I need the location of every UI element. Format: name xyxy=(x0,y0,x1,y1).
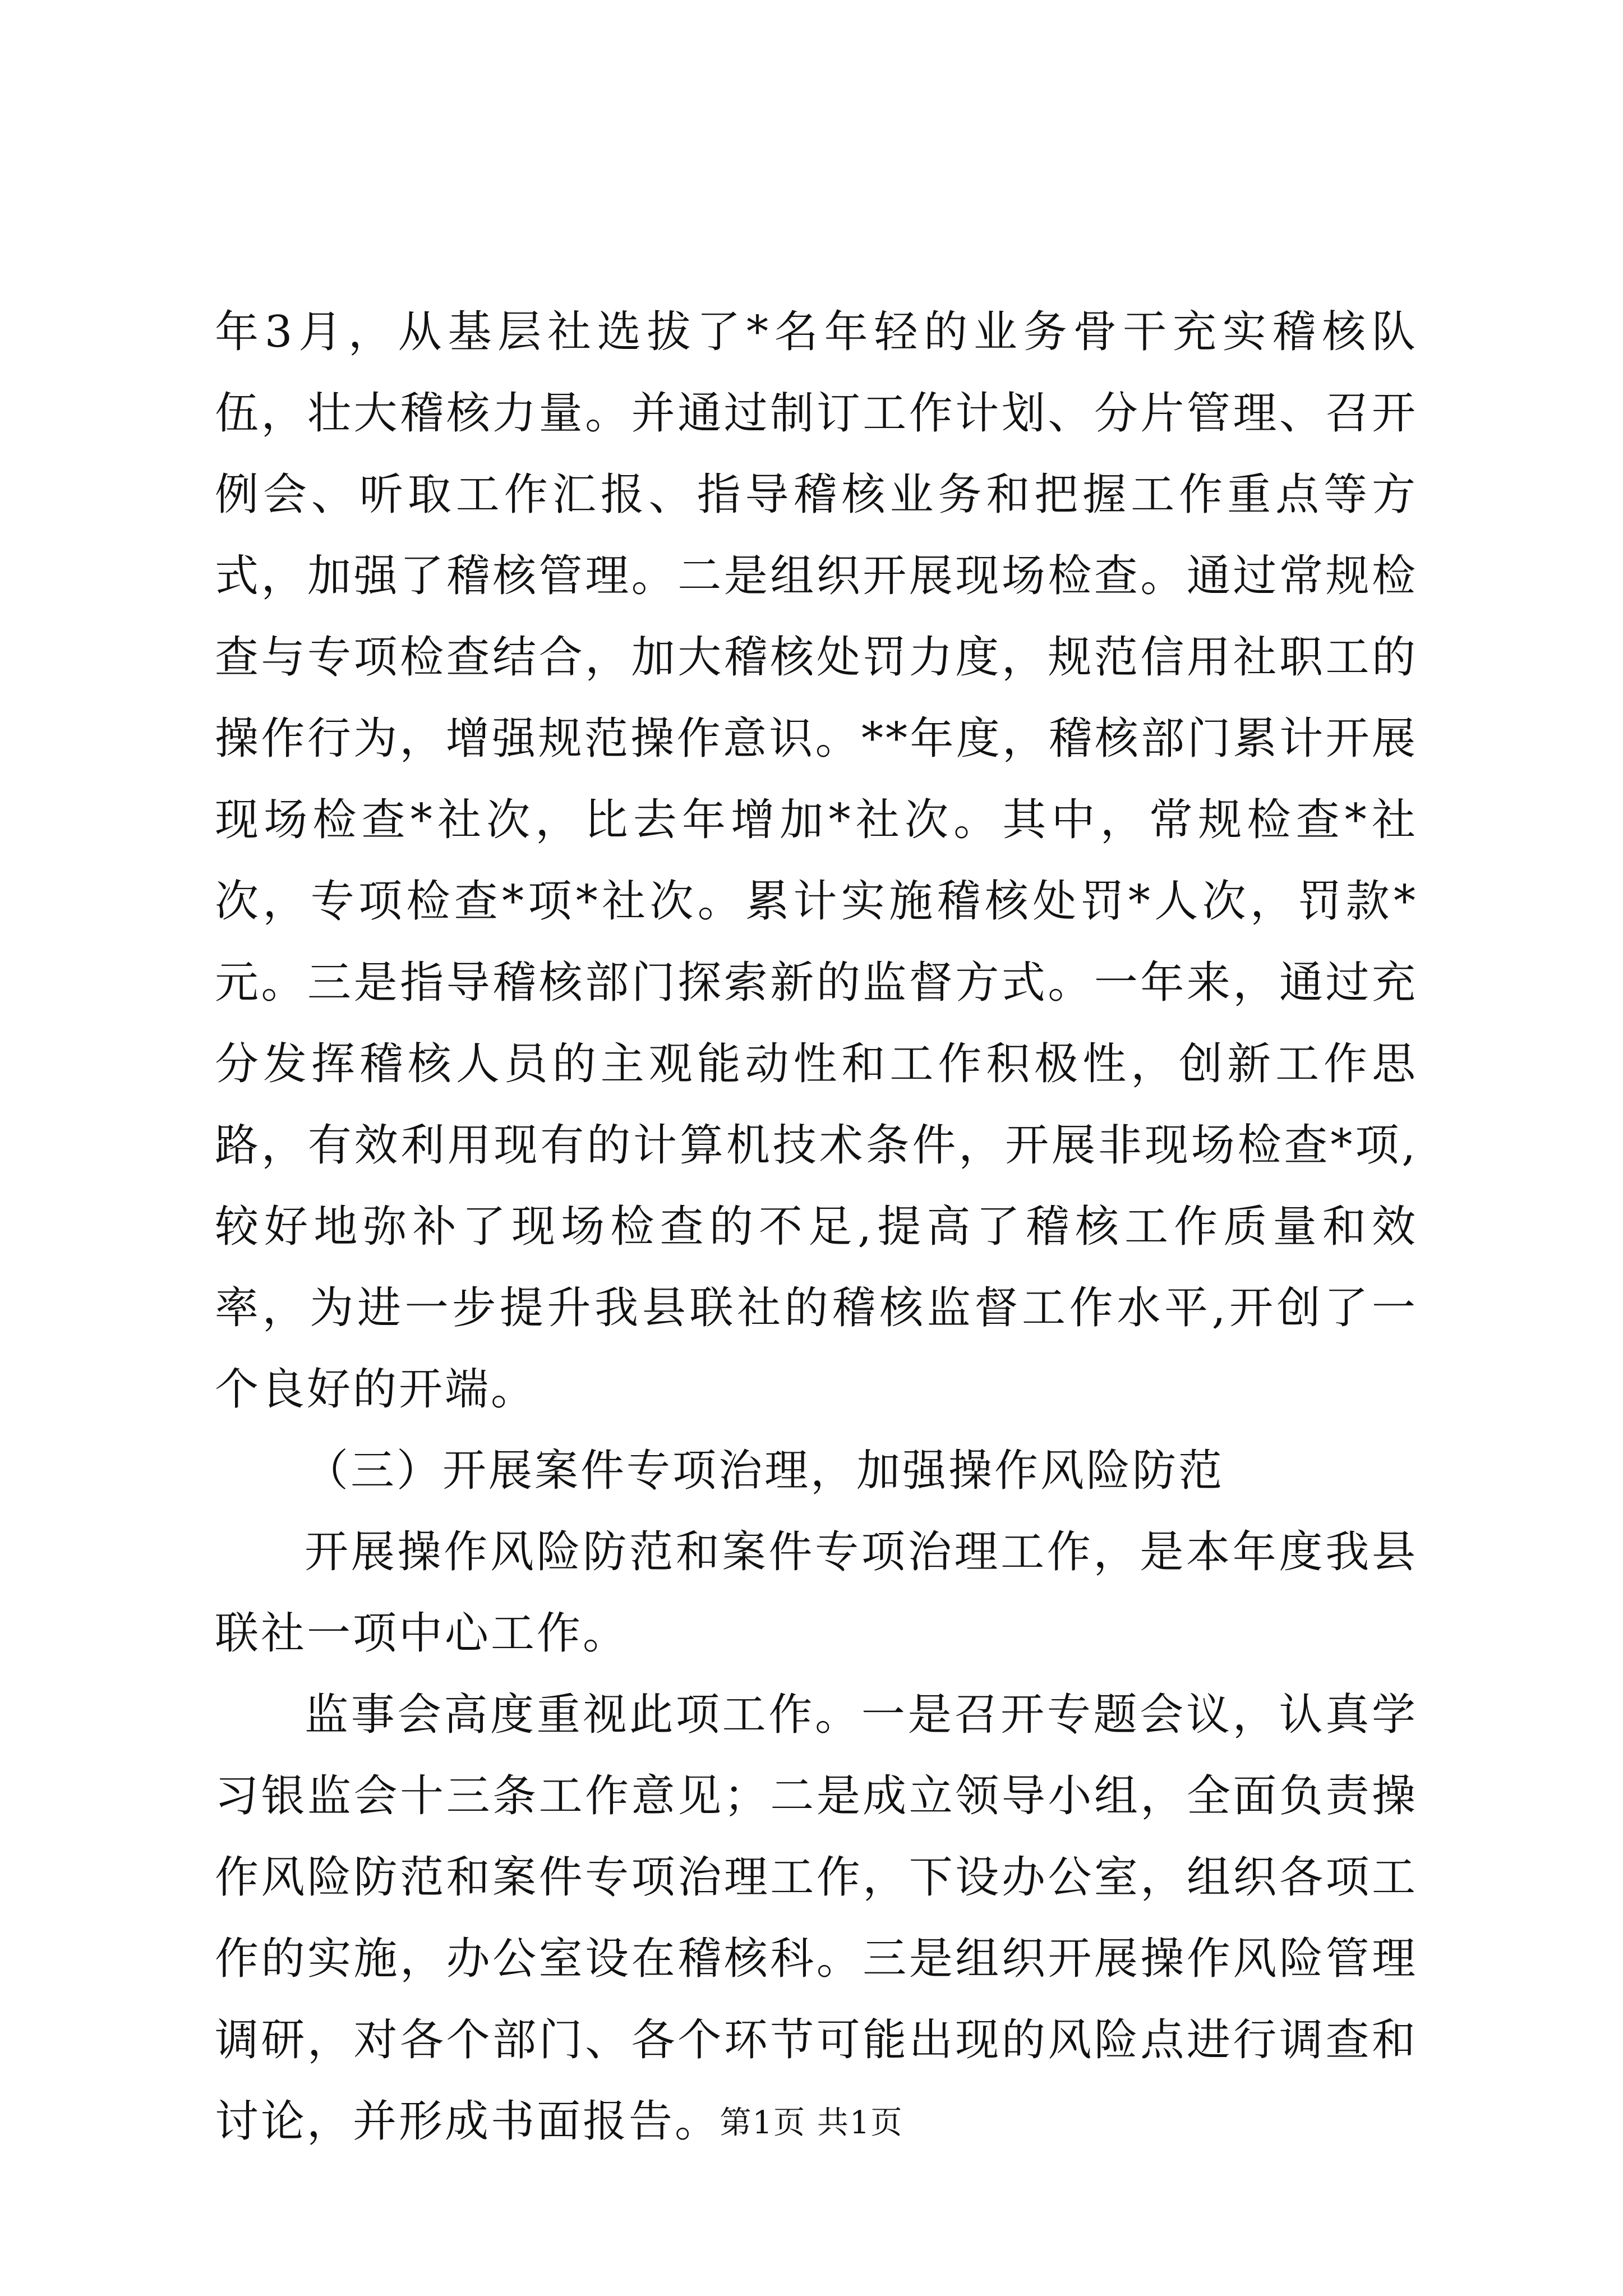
paragraph-continuation: 年3月，从基层社选拔了*名年轻的业务骨干充实稽核队伍，壮大稽核力量。并通过制订工作计划、分片管理、召开例会、听取工作汇报、指导稽核业务和把握工作重点等方式，加强了稽核管理。二是组织开展现场检查。通过常规检查与专项检查结合，加大稽核处罚力度，规范信用社职工的操作行为，增强规范操作意识。**年度，稽核部门累计开展现场检查*社次，比去年增加*社次。其中，常规检查*社次，专项检查*项*社次。累计实施稽核处罚*人次，罚款*元。三是指导稽核部门探索新的监督方式。一年来，通过充分发挥稽核人员的主观能动性和工作积极性，创新工作思路，有效利用现有的计算机技术条件，开展非现场检查*项,较好地弥补了现场检查的不足,提高了稽核工作质量和效率，为进一步提升我县联社的稽核监督工作水平,开创了一个良好的开端。 xyxy=(215,307,1418,1415)
section-heading: （三）开展案件专项治理，加强操作风险防范 xyxy=(305,1446,1225,1496)
page-footer: 第1页 共1页 xyxy=(720,2105,903,2141)
paragraph-details: 监事会高度重视此项工作。一是召开专题会议，认真学习银监会十三条工作意见；二是成立领导小组，全面负责操作风险防范和案件专项治理工作，下设办公室，组织各项工作的实施，办公室设在稽核科。三是组织开展操作风险管理调研，对各个部门、各个环节可能出现的风险点进行调查和讨论，并形成书面报告。 xyxy=(215,1690,1418,2147)
document-body xyxy=(215,292,1418,2162)
paragraph-intro: 开展操作风险防范和案件专项治理工作，是本年度我县联社一项中心工作。 xyxy=(215,1527,1418,1659)
